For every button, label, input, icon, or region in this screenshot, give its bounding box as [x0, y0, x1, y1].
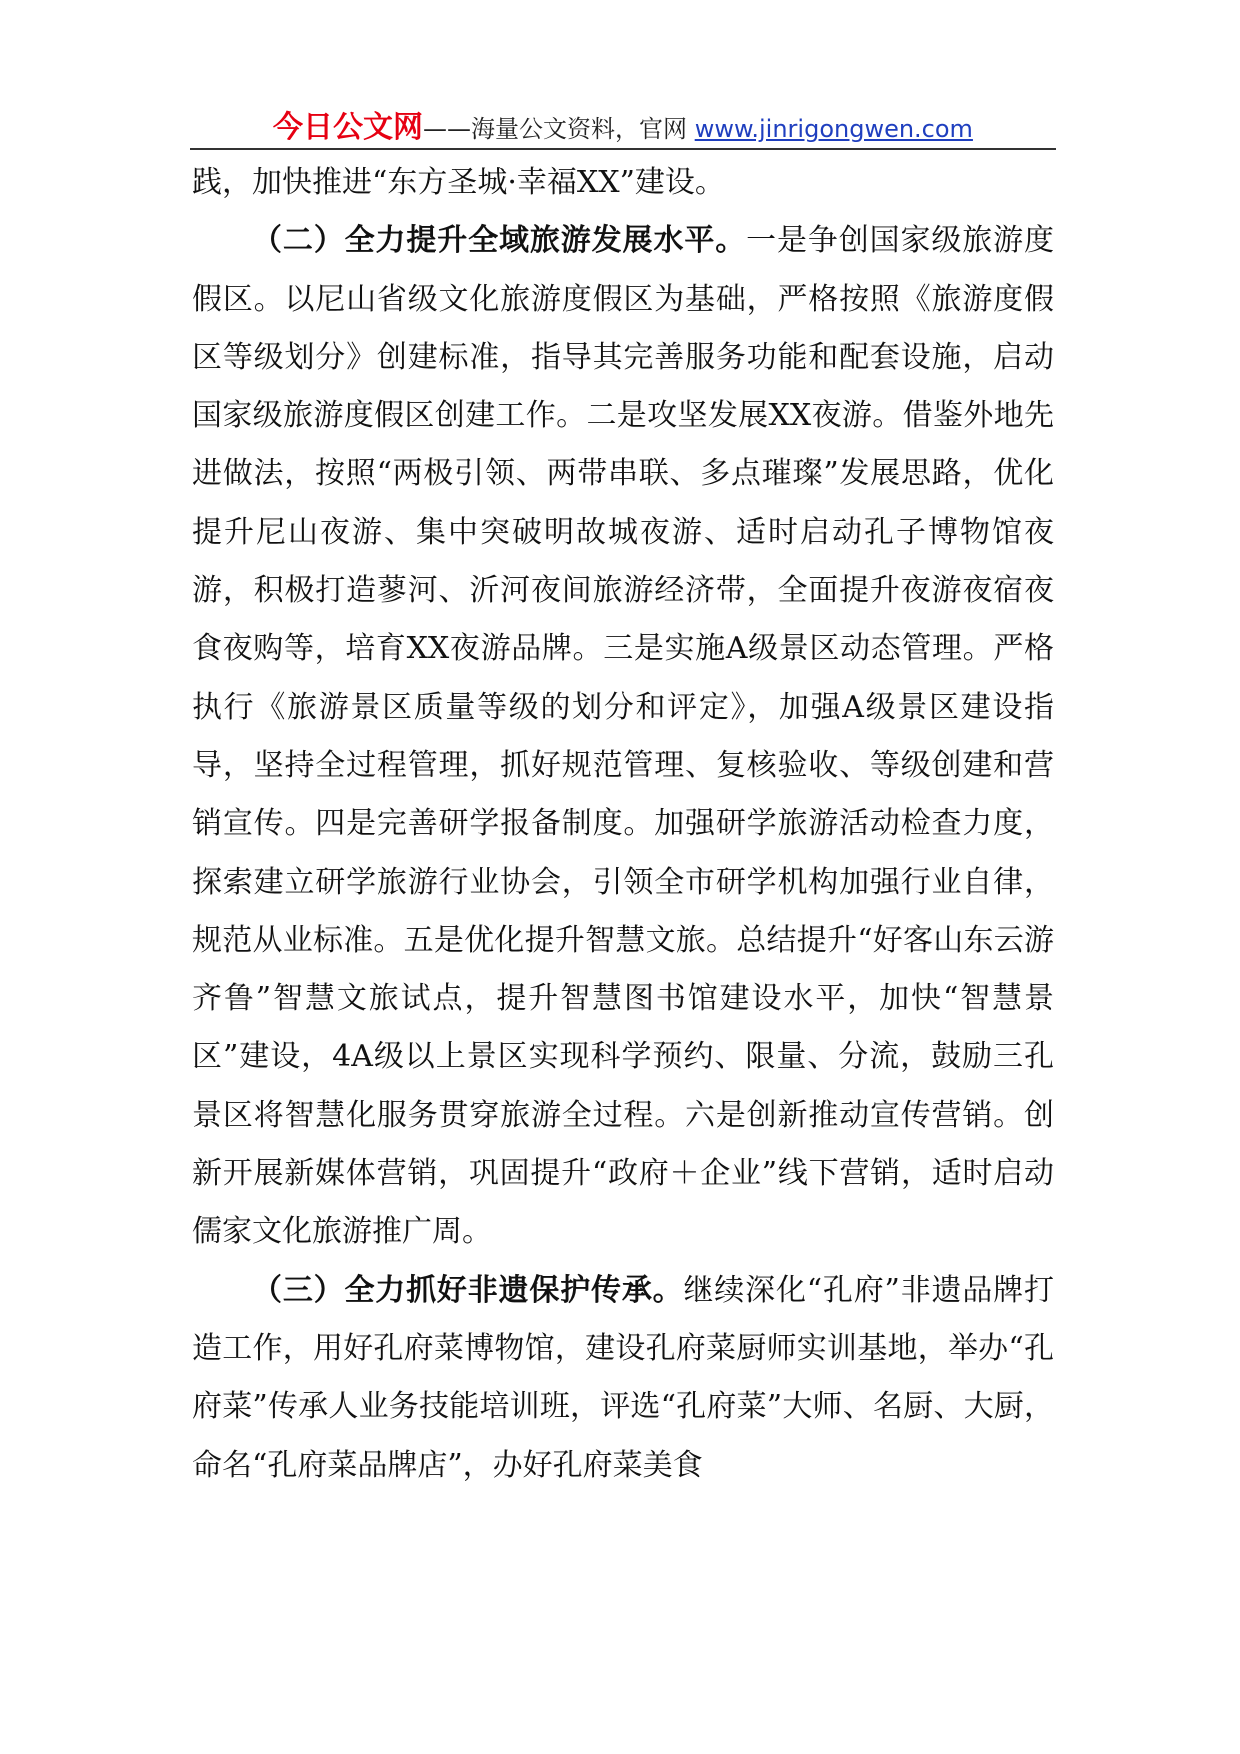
brand-logo-text: 今日公文网 — [273, 110, 424, 145]
header-tagline: ——海量公文资料，官网 — [423, 115, 695, 143]
header-divider — [190, 148, 1056, 150]
section-heading: （三）全力抓好非遗保护传承。 — [252, 1272, 684, 1308]
document-body — [192, 154, 1054, 1495]
paragraph-section-3 — [192, 1262, 1054, 1495]
paragraph-body: 一是争创国家级旅游度假区。以尼山省级文化旅游度假区为基础，严格按照《旅游度假区等级划分》创建标准，指导其完善服务功能和配套设施，启动国家级旅游度假区创建工作。二是攻坚发展XX夜游。借鉴外地先进做法，按照“两极引领、两带串联、多点璀璨”发展思路，优化提升尼山夜游、集中突破明故城夜游、适时启动孔子博物馆夜游，积极打造蓼河、沂河夜间旅游经济带，全面提升夜游夜宿夜食夜购等，培育XX夜游品牌。三是实施A级景区动态管理。严格执行《旅游景区质量等级的划分和评定》，加强A级景区建设指导，坚持全过程管理，抓好规范管理、复核验收、等级创建和营销宣传。四是完善研学报备制度。加强研学旅游活动检查力度，探索建立研学旅游行业协会，引领全市研学机构加强行业自律，规范从业标准。五是优化提升智慧文旅。总结提升“好客山东云游齐鲁”智慧文旅试点，提升智慧图书馆建设水平，加快“智慧景区”建设，4A级以上景区实现科学预约、限量、分流，鼓励三孔景区将智慧化服务贯穿旅游全过程。六是创新推动宣传营销。创新开展新媒体营销，巩固提升“政府＋企业”线下营销，适时启动儒家文化旅游推广周。 — [192, 223, 1055, 1250]
paragraph-continuation — [192, 154, 1054, 212]
section-heading: （二）全力提升全域旅游发展水平。 — [252, 223, 747, 259]
paragraph-section-2 — [192, 212, 1054, 1261]
paragraph-body: 继续深化“孔府”非遗品牌打造工作，用好孔府菜博物馆，建设孔府菜厨师实训基地，举办“孔府菜”传承人业务技能培训班，评选“孔府菜”大师、名厨、大厨，命名“孔府菜品牌店”，办好孔府菜美食 — [192, 1272, 1054, 1483]
website-link[interactable]: www.jinrigongwen.com — [694, 115, 973, 143]
page-header — [190, 102, 1056, 150]
paragraph-body: 践，加快推进“东方圣城·幸福XX”建设。 — [192, 165, 725, 200]
